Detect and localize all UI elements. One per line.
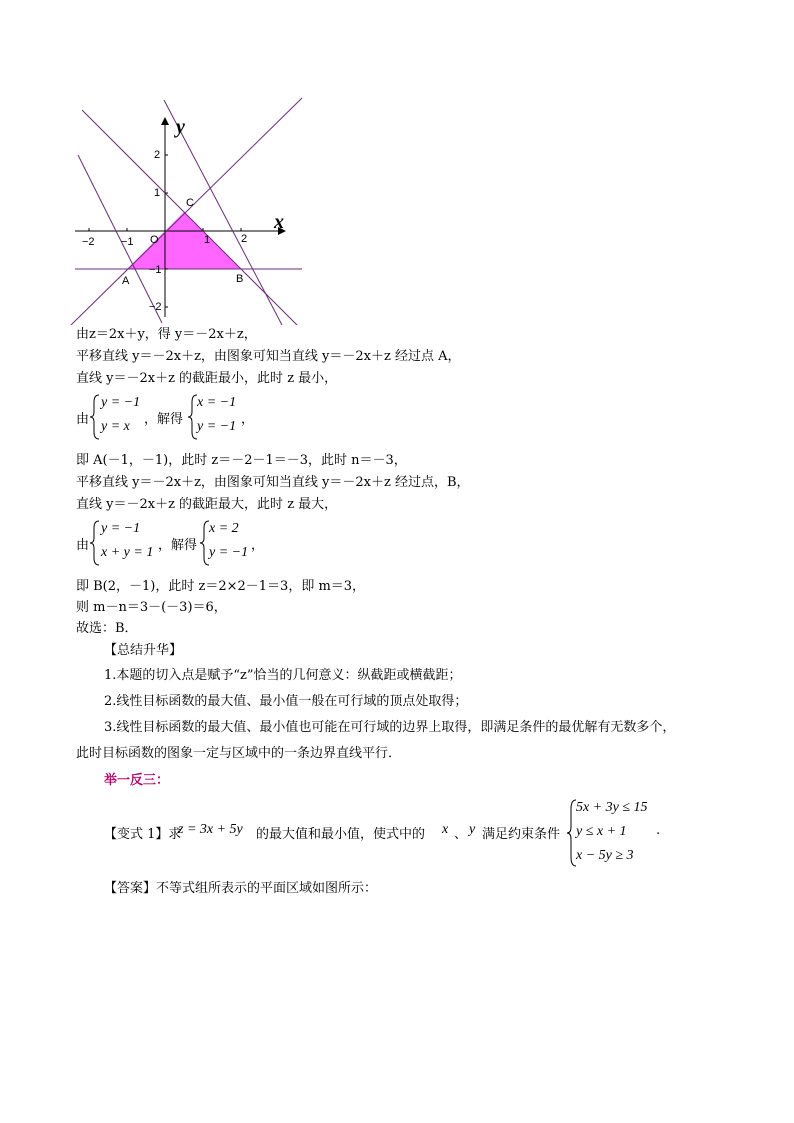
text-line: 故选：B．: [76, 621, 138, 636]
practice-heading: 举一反三：: [104, 773, 170, 788]
left-brace-icon: [90, 394, 100, 440]
var-x: x: [442, 822, 449, 837]
solution: x = −1: [197, 395, 237, 410]
summary-heading: 【总结升华】: [104, 643, 183, 658]
feasible-region: [127, 212, 241, 269]
line-y-eq-x: [70, 98, 302, 325]
text-line: 即 B(2，－1)，此时 z＝2×2－1＝3，即 m＝3，: [76, 579, 366, 594]
summary-point: 3.线性目标函数的最大值、最小值也可能在可行域的边界上取得，即满足条件的最优解有无数多个，: [104, 720, 676, 735]
text-line: 直线 y＝－2x＋z 的截距最大，此时 z 最大，: [76, 497, 338, 512]
y-axis-label: y: [176, 116, 185, 138]
text-line: 由z＝2x＋y，得 y＝－2x＋z，: [76, 327, 257, 342]
variant-text: 满足约束条件: [482, 827, 561, 842]
variant-text: 的最大值和最小值，使式中的: [256, 827, 426, 842]
text-line: 即 A(－1，－1)，此时 z＝－2－1＝－3，此时 n＝－3，: [76, 453, 407, 468]
x-axis-label: x: [274, 211, 284, 233]
point-label-a: A: [122, 275, 130, 287]
solution: y = −1: [209, 545, 249, 560]
summary-point: 2.线性目标函数的最大值、最小值一般在可行域的顶点处取得；: [104, 694, 468, 709]
separator: 、: [454, 827, 468, 842]
constraint: y ≤ x + 1: [576, 824, 627, 839]
origin-label: O: [150, 234, 159, 246]
summary-point: 1.本题的切入点是赋予“z”恰当的几何意义：纵截距或横截距；: [104, 668, 462, 683]
variant-1: [104, 797, 704, 869]
y-tick-label: −1: [149, 264, 162, 276]
constraint: x − 5y ≥ 3: [576, 848, 634, 863]
equation: y = x: [101, 419, 130, 434]
text-comma: ，: [251, 538, 265, 553]
x-tick-label: 1: [204, 234, 211, 246]
point-label-b: B: [236, 273, 244, 285]
answer-line: 【答案】不等式组所表示的平面区域如图所示：: [104, 881, 378, 896]
text-solve: ，解得: [144, 412, 184, 427]
equation-system-2: [76, 518, 376, 568]
text-you: 由: [76, 412, 90, 427]
text-line: 平移直线 y＝－2x＋z，由图象可知当直线 y＝－2x＋z 经过点，B，: [76, 475, 470, 490]
feasible-region-graph: [70, 95, 310, 325]
solution: y = −1: [197, 419, 237, 434]
text-solve: ，解得: [158, 538, 198, 553]
x-tick-label: 2: [241, 233, 248, 245]
y-tick-label: 1: [154, 187, 161, 199]
text-line: 则 m－n＝3－(－3)＝6，: [76, 600, 227, 615]
y-tick-label: 2: [154, 149, 161, 161]
period: .: [656, 823, 661, 838]
x-tick-label: −2: [82, 236, 95, 248]
constraint: 5x + 3y ≤ 15: [576, 800, 648, 815]
equation-system-1: [76, 392, 376, 442]
equation: y = −1: [101, 521, 141, 536]
variant-label: 【变式 1】求: [104, 827, 182, 842]
solution: x = 2: [209, 521, 239, 536]
text-comma: ，: [241, 412, 255, 427]
summary-point-continued: 此时目标函数的图象一定与区域中的一条边界直线平行．: [76, 746, 402, 761]
text-line: 平移直线 y＝－2x＋z，由图象可知当直线 y＝－2x＋z 经过点 A，: [76, 349, 461, 364]
y-axis-arrow-icon: [161, 117, 169, 125]
var-y: y: [469, 822, 476, 837]
x-tick-label: −1: [121, 236, 134, 248]
equation: y = −1: [101, 395, 141, 410]
text-line: 直线 y＝－2x＋z 的截距最小，此时 z 最小，: [76, 371, 338, 386]
equation: x + y = 1: [101, 545, 154, 560]
y-tick-label: −2: [149, 301, 162, 313]
point-label-c: C: [186, 197, 194, 209]
left-brace-icon: [90, 520, 100, 566]
text-you: 由: [76, 538, 90, 553]
objective-function: z = 3x + 5y: [178, 822, 243, 837]
